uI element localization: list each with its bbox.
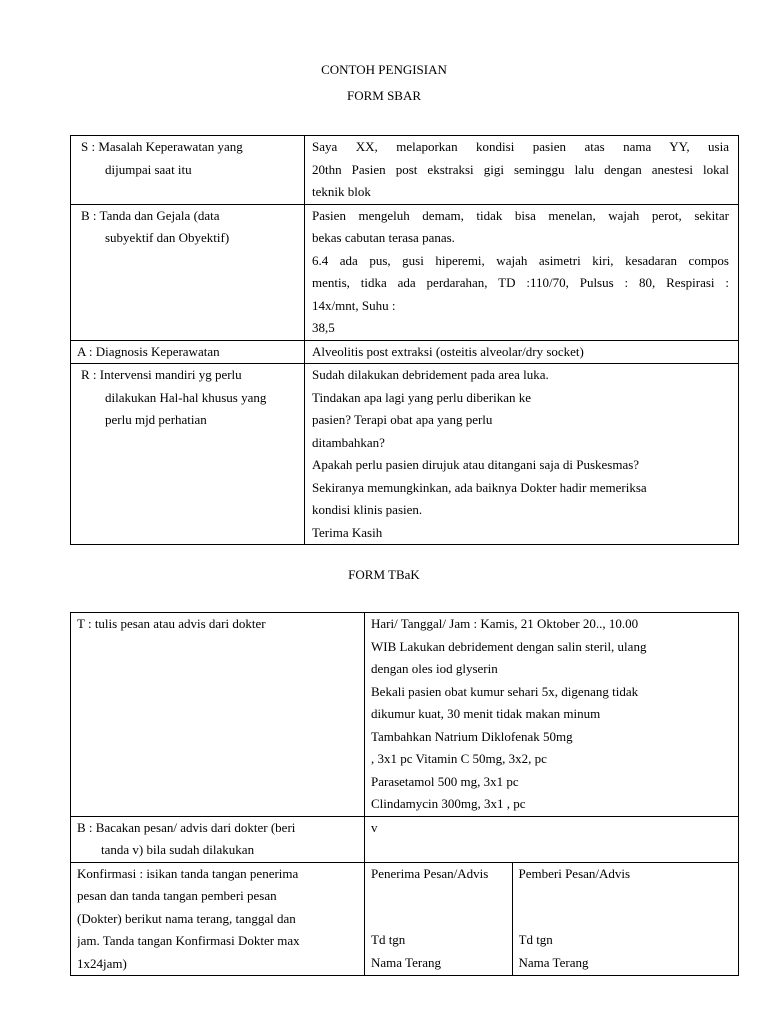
sbar-s-label: S : Masalah Keperawatan yang dijumpai saat itu xyxy=(71,136,305,205)
sbar-a-content: Alveolitis post extraksi (osteitis alveolar/dry socket) xyxy=(305,340,739,364)
tbak-row-confirmation xyxy=(71,862,739,976)
sbar-table xyxy=(70,135,739,545)
sbar-row-r xyxy=(71,364,739,545)
receiver-signature-cell[interactable]: Penerima Pesan/Advis Td tgn Nama Terang xyxy=(365,863,512,975)
tbak-k-label: Konfirmasi : isikan tanda tangan penerima pesan dan tanda tangan pemberi pesan (Dokter) berikut nama terang, tanggal dan jam. Tanda tangan Konfirmasi Dokter max 1x24jam) xyxy=(71,862,365,976)
tbak-t-label: T : tulis pesan atau advis dari dokter xyxy=(71,613,365,817)
tbak-row-t xyxy=(71,613,739,817)
sbar-b-content: Pasien mengeluh demam, tidak bisa menelan, wajah perot, sekitar bekas cabutan terasa panas. 6.4 ada pus, gusi hiperemi, wajah asimetri kiri, kesadaran compos mentis, tidka ada perdarahan, TD :110/70, Pulsus : 80, Respirasi : 14x/mnt, Suhu : 38,5 xyxy=(305,204,739,340)
sbar-r-label: R : Intervensi mandiri yg perlu dilakukan Hal-hal khusus yang perlu mjd perhatian xyxy=(71,364,305,545)
tbak-title: FORM TBaK xyxy=(348,567,420,582)
tbak-t-content: Hari/ Tanggal/ Jam : Kamis, 21 Oktober 20.., 10.00 WIB Lakukan debridement dengan salin steril, ulang dengan oles iod glyserin Bekali pasien obat kumur sehari 5x, digenang tidak dikumur kuat, 30 menit tidak makan minum Tambahkan Natrium Diklofenak 50mg , 3x1 pc Vitamin C 50mg, 3x2, pc Parasetamol 500 mg, 3x1 pc Clindamycin 300mg, 3x1 , pc xyxy=(365,613,739,817)
sbar-a-label: A : Diagnosis Keperawatan xyxy=(71,340,305,364)
sbar-row-a xyxy=(71,340,739,364)
heading-line-1: CONTOH PENGISIAN xyxy=(321,62,447,77)
sbar-r-content: Sudah dilakukan debridement pada area luka. Tindakan apa lagi yang perlu diberikan ke pasien? Terapi obat apa yang perlu ditambahkan? Apakah perlu pasien dirujuk atau ditangani saja di Puskesmas? Sekiranya memungkinkan, ada baiknya Dokter hadir memeriksa kondisi klinis pasien. Terima Kasih xyxy=(305,364,739,545)
signature-table xyxy=(365,863,739,975)
tbak-b-content xyxy=(365,816,739,862)
sbar-row-b xyxy=(71,204,739,340)
tbak-b-label: B : Bacakan pesan/ advis dari dokter (beri tanda v) bila sudah dilakukan xyxy=(71,816,365,862)
tbak-table xyxy=(70,612,739,976)
sbar-b-label: B : Tanda dan Gejala (data subyektif dan Obyektif) xyxy=(71,204,305,340)
giver-signature-cell[interactable]: Pemberi Pesan/Advis Td tgn Nama Terang xyxy=(518,865,631,970)
sbar-s-content: Saya XX, melaporkan kondisi pasien atas nama YY, usia 20thn Pasien post ekstraksi gigi seminggu lalu dengan anestesi lokal teknik blok xyxy=(305,136,739,205)
heading-line-2: FORM SBAR xyxy=(346,88,422,103)
sbar-row-s xyxy=(71,136,739,205)
read-back-checkmark: v xyxy=(371,819,378,835)
tbak-row-b xyxy=(71,816,739,862)
signature-area xyxy=(365,862,739,976)
